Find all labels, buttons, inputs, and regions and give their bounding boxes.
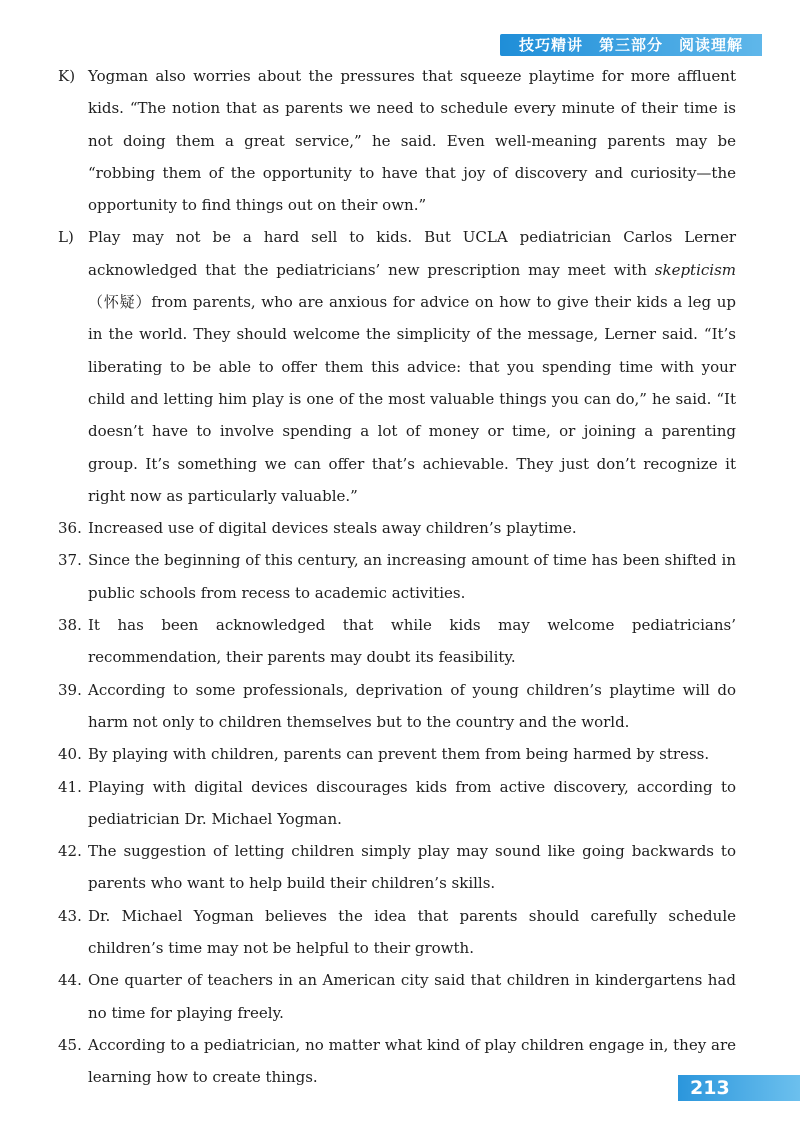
question-number: 36. xyxy=(58,519,82,538)
passage-paragraph-l xyxy=(58,221,736,512)
question-text: According to some professionals, deprivation of young children’s playtime will do harm not only to children themselves but to the country and the world. xyxy=(88,680,736,731)
question-item xyxy=(58,609,736,674)
question-number: 40. xyxy=(58,745,82,764)
question-number: 38. xyxy=(58,616,82,635)
question-item xyxy=(58,544,736,609)
question-number: 42. xyxy=(58,842,82,861)
question-text: The suggestion of letting children simply play may sound like going backwards to parents who want to help build their children’s skills. xyxy=(88,842,736,893)
question-text: Increased use of digital devices steals away children’s playtime. xyxy=(88,519,577,538)
question-number: 41. xyxy=(58,777,82,796)
question-item xyxy=(58,1029,736,1094)
page-number: 213 xyxy=(690,1077,730,1099)
paragraph-text: Yogman also worries about the pressures that squeeze playtime for more affluent kids. “The notion that as parents we need to schedule every minute of their time is not doing them a great service,” he said. Even well-meaning parents may be “robbing them of the opportunity to have that joy of discovery and curiosity—the opportunity to find things out on their own.” xyxy=(88,67,736,215)
question-text: It has been acknowledged that while kids may welcome pediatricians’ recommendation, their parents may doubt its feasibility. xyxy=(88,616,736,667)
question-text: Dr. Michael Yogman believes the idea that parents should carefully schedule children’s time may not be helpful to their growth. xyxy=(88,906,736,958)
question-number: 44. xyxy=(58,971,82,990)
question-number: 45. xyxy=(58,1035,82,1054)
question-item xyxy=(58,964,736,1029)
question-item xyxy=(58,512,736,544)
question-text: According to a pediatrician, no matter what kind of play children engage in, they are learning how to create things. xyxy=(88,1035,736,1087)
question-number: 43. xyxy=(58,906,82,925)
question-text: Playing with digital devices discourages kids from active discovery, according to pediatrician Dr. Michael Yogman. xyxy=(88,777,736,828)
emphasized-word: skepticism xyxy=(654,260,736,279)
question-item xyxy=(58,738,736,770)
paragraph-text xyxy=(88,221,736,512)
question-item xyxy=(58,674,736,739)
question-item xyxy=(58,835,736,900)
chinese-gloss: （怀疑） xyxy=(88,293,152,312)
question-text: One quarter of teachers in an American city said that children in kindergartens had no time for playing freely. xyxy=(88,971,736,1022)
section-header xyxy=(500,34,762,56)
question-item xyxy=(58,900,736,965)
section-title: 技巧精讲 第三部分 阅读理解 xyxy=(518,36,743,54)
paragraph-text-part: from parents, who are anxious for advice on how to give their kids a leg up in the world. They should welcome the simplicity of the message, Lerner said. “It’s liberating to be able to offer them this advice: that you spending time with your child and letting him play is one of the most valuable things you can do,” he said. “It doesn’t have to involve spending a lot of money or time, or joining a parenting group. It’s something we can offer that’s achievable. They just don’t recognize it right now as particularly valuable.” xyxy=(88,293,736,505)
question-item xyxy=(58,771,736,836)
paragraph-label: K) xyxy=(58,67,76,85)
page-number-band xyxy=(678,1075,800,1101)
question-text: Since the beginning of this century, an increasing amount of time has been shifted in public schools from recess to academic activities. xyxy=(88,551,736,602)
question-text: By playing with children, parents can prevent them from being harmed by stress. xyxy=(88,745,710,764)
paragraph-label: L) xyxy=(58,228,74,247)
question-number: 39. xyxy=(58,680,82,699)
paragraph-text-part: Play may not be a hard sell to kids. But UCLA pediatrician Carlos Lerner acknowledged that the pediatricians’ new prescription may meet with xyxy=(88,228,736,279)
page-content xyxy=(58,60,736,1094)
passage-paragraph-k xyxy=(58,60,736,221)
question-number: 37. xyxy=(58,551,82,570)
